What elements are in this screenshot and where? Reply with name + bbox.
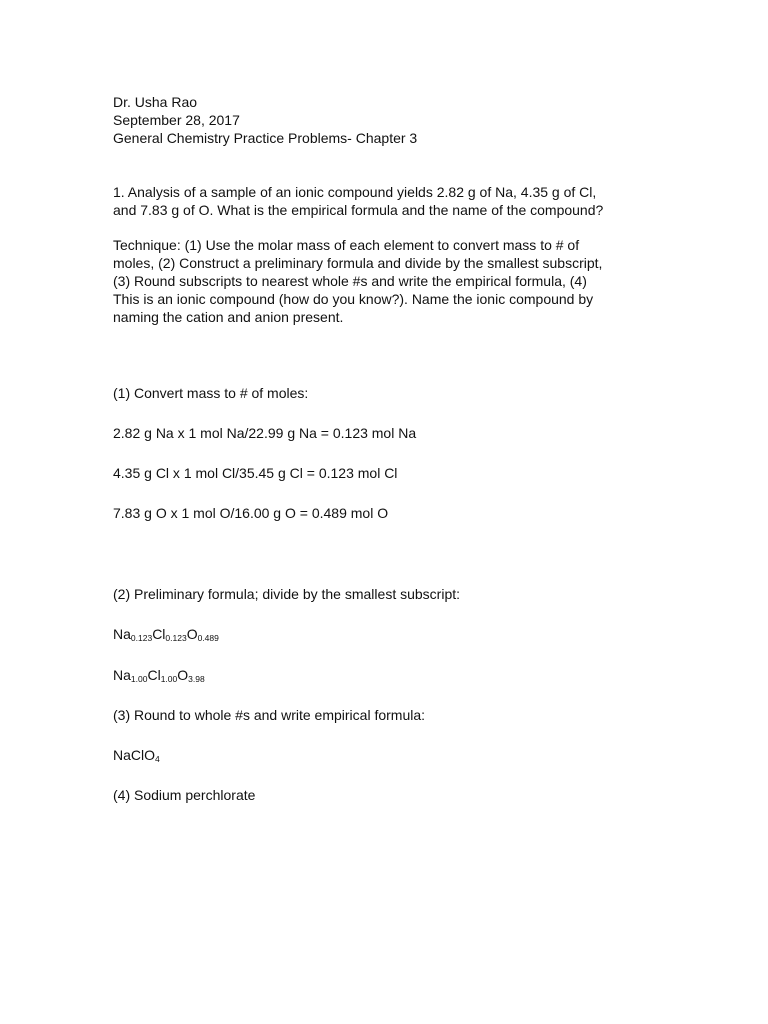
formula-base: NaClO: [113, 747, 156, 763]
formula-subscript: 1.00: [130, 674, 148, 684]
technique-line: This is an ionic compound (how do you know?). Name the ionic compound by: [113, 291, 594, 307]
technique-line: naming the cation and anion present.: [113, 309, 344, 325]
formula-element: O: [186, 626, 198, 642]
formula-element: O: [177, 667, 189, 683]
compound-name-answer: (4) Sodium perchlorate: [113, 787, 256, 803]
step2-heading: (2) Preliminary formula; divide by the smallest subscript:: [113, 586, 461, 602]
problem-line: 1. Analysis of a sample of an ionic compound yields 2.82 g of Na, 4.35 g of Cl,: [113, 184, 597, 200]
document-title: General Chemistry Practice Problems- Chapter 3: [113, 130, 418, 146]
formula-element: Cl: [147, 667, 161, 683]
formula-element: Cl: [152, 626, 166, 642]
step1-cl-calculation: 4.35 g Cl x 1 mol Cl/35.45 g Cl = 0.123 mol Cl: [113, 465, 398, 481]
formula-subscript: 1.00: [160, 674, 178, 684]
step1-na-calculation: 2.82 g Na x 1 mol Na/22.99 g Na = 0.123 mol Na: [113, 425, 417, 441]
problem-statement: [113, 183, 653, 219]
technique-paragraph: [113, 236, 653, 326]
date-line: September 28, 2017: [113, 112, 240, 128]
formula-element: Na: [113, 626, 131, 642]
problem-line: and 7.83 g of O. What is the empirical formula and the name of the compound?: [113, 202, 604, 218]
preliminary-formula: [113, 625, 219, 643]
formula-subscript: 3.98: [188, 674, 205, 684]
step1-o-calculation: 7.83 g O x 1 mol O/16.00 g O = 0.489 mol O: [113, 505, 389, 521]
step3-heading: (3) Round to whole #s and write empirical formula:: [113, 707, 426, 723]
formula-subscript: 0.489: [197, 633, 219, 643]
formula-subscript: 4: [155, 754, 160, 764]
author-line: Dr. Usha Rao: [113, 94, 198, 110]
technique-line: (3) Round subscripts to nearest whole #s and write the empirical formula, (4): [113, 273, 587, 289]
technique-line: moles, (2) Construct a preliminary formula and divide by the smallest subscript,: [113, 255, 603, 271]
step1-heading: (1) Convert mass to # of moles:: [113, 385, 309, 401]
technique-line: Technique: (1) Use the molar mass of each element to convert mass to # of: [113, 237, 580, 253]
formula-element: Na: [113, 667, 131, 683]
divided-formula: [113, 666, 205, 684]
formula-subscript: 0.123: [130, 633, 153, 643]
formula-subscript: 0.123: [165, 633, 187, 643]
empirical-formula: [113, 746, 160, 764]
